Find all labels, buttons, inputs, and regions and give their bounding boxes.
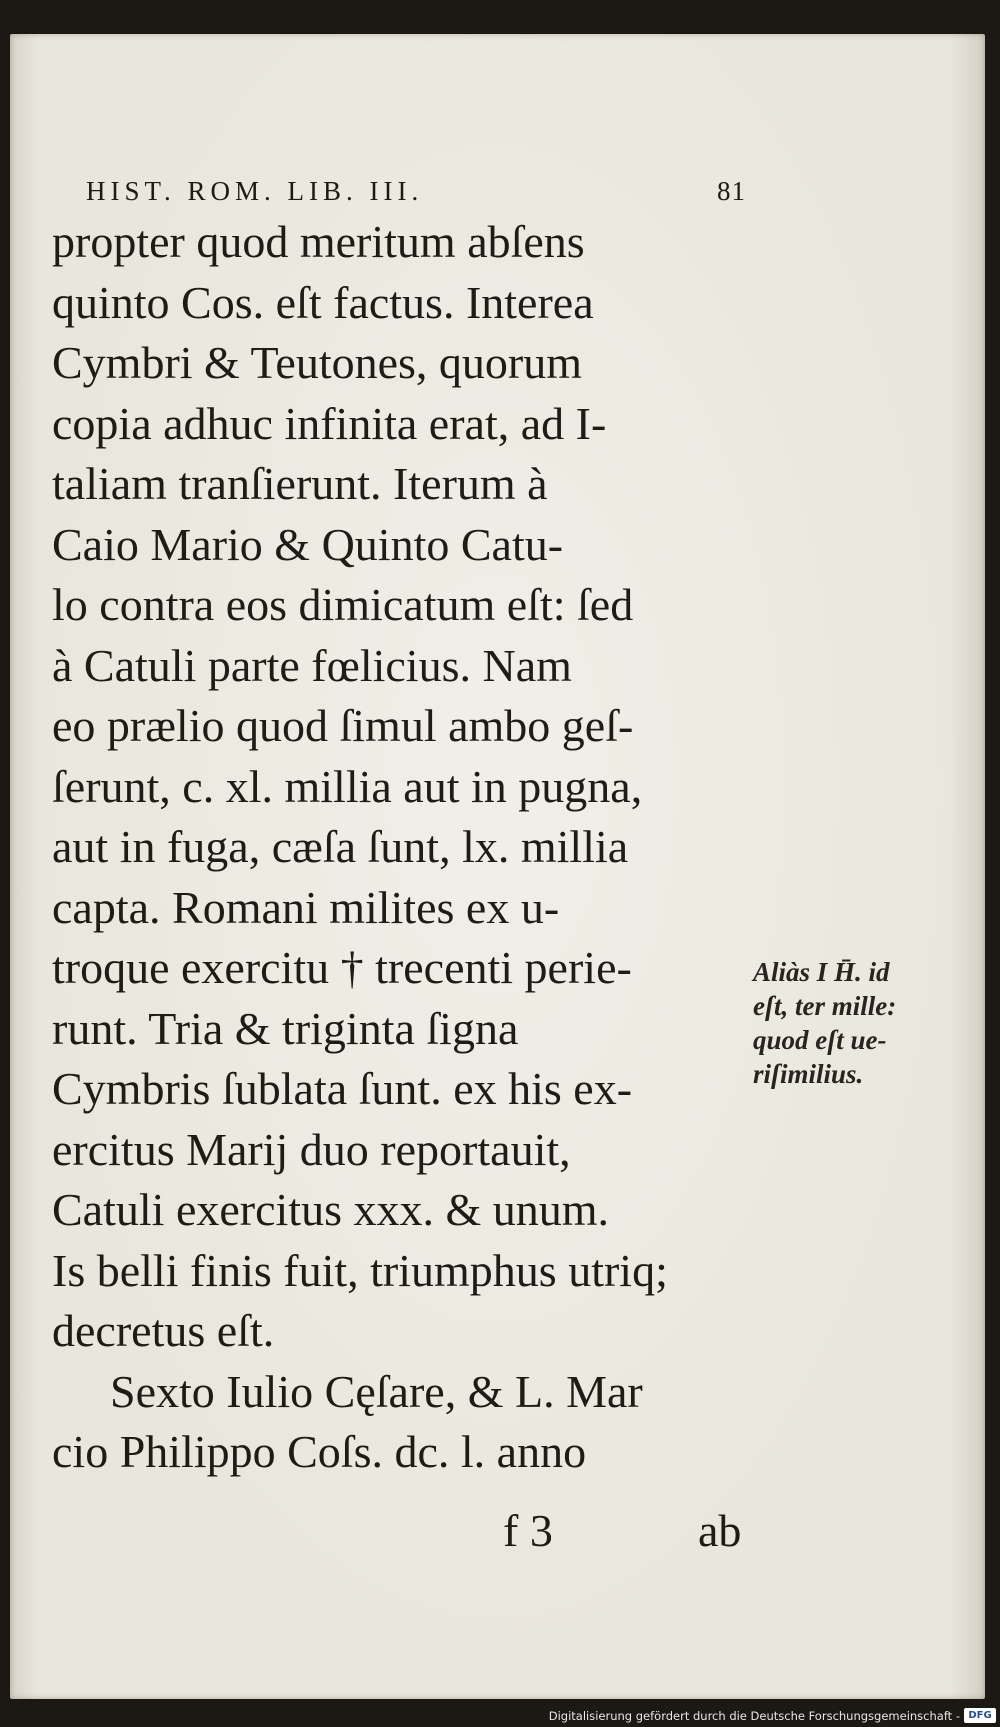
signature-mark: f 3 [503, 1505, 553, 1556]
page-headline [86, 172, 746, 216]
running-head: HIST. ROM. LIB. III. [86, 176, 424, 206]
marginal-note-line: eſt, ter mille: [753, 991, 897, 1021]
text-line: aut in fuga, cæſa ſunt, lx. millia [52, 821, 629, 872]
body-text [52, 212, 752, 1483]
text-line: lo contra eos dimicatum eſt: ſed [52, 579, 634, 630]
dfg-logo-icon: DFG [964, 1708, 996, 1723]
text-line: troque exercitu † trecenti perie- [52, 942, 632, 993]
text-line: Caio Mario & Quinto Catu- [52, 518, 564, 570]
digitization-footer [0, 1705, 1000, 1727]
text-line: taliam tranſierunt. Iterum à [52, 458, 548, 509]
text-line: ſerunt, c. xl. millia aut in pugna, [52, 760, 643, 812]
text-line: Catuli exercitus xxx. & unum. [52, 1184, 610, 1235]
paragraph-start-line: Sexto Iulio Cęſare, & L. Mar [110, 1365, 643, 1417]
catchword: ab [698, 1505, 742, 1556]
text-line: decretus eſt. [52, 1305, 275, 1356]
text-line: ercitus Marij duo reportauit, [52, 1123, 571, 1175]
text-line: copia adhuc infinita erat, ad I- [52, 397, 607, 449]
folio-number: 81 [717, 176, 746, 206]
text-line: cio Philippo Coſs. dc. l. anno [52, 1426, 587, 1477]
text-line: Cymbris ſublata ſunt. ex his ex- [52, 1063, 633, 1114]
text-line: Is belli finis fuit, triumphus utriq; [52, 1244, 668, 1296]
text-line: capta. Romani milites ex u- [52, 881, 560, 933]
text-line: propter quod meritum abſens [52, 216, 585, 267]
text-line: quinto Cos. eſt factus. Interea [52, 276, 594, 328]
marginal-note [753, 955, 953, 1091]
page-paper [10, 34, 985, 1699]
text-line: eo prælio quod ſimul ambo geſ- [52, 700, 634, 751]
text-line: à Catuli parte fœlicius. Nam [52, 639, 572, 691]
funding-credit: Digitalisierung gefördert durch die Deutsche Forschungsgemeinschaft - [548, 1709, 960, 1723]
marginal-note-line: riſimilius. [753, 1059, 864, 1089]
text-line: Cymbri & Teutones, quorum [52, 337, 583, 388]
marginal-note-line: quod eſt ue- [753, 1025, 887, 1055]
marginal-note-line: Aliàs I H̄. id [753, 957, 890, 987]
text-line: runt. Tria & triginta ſigna [52, 1002, 519, 1054]
